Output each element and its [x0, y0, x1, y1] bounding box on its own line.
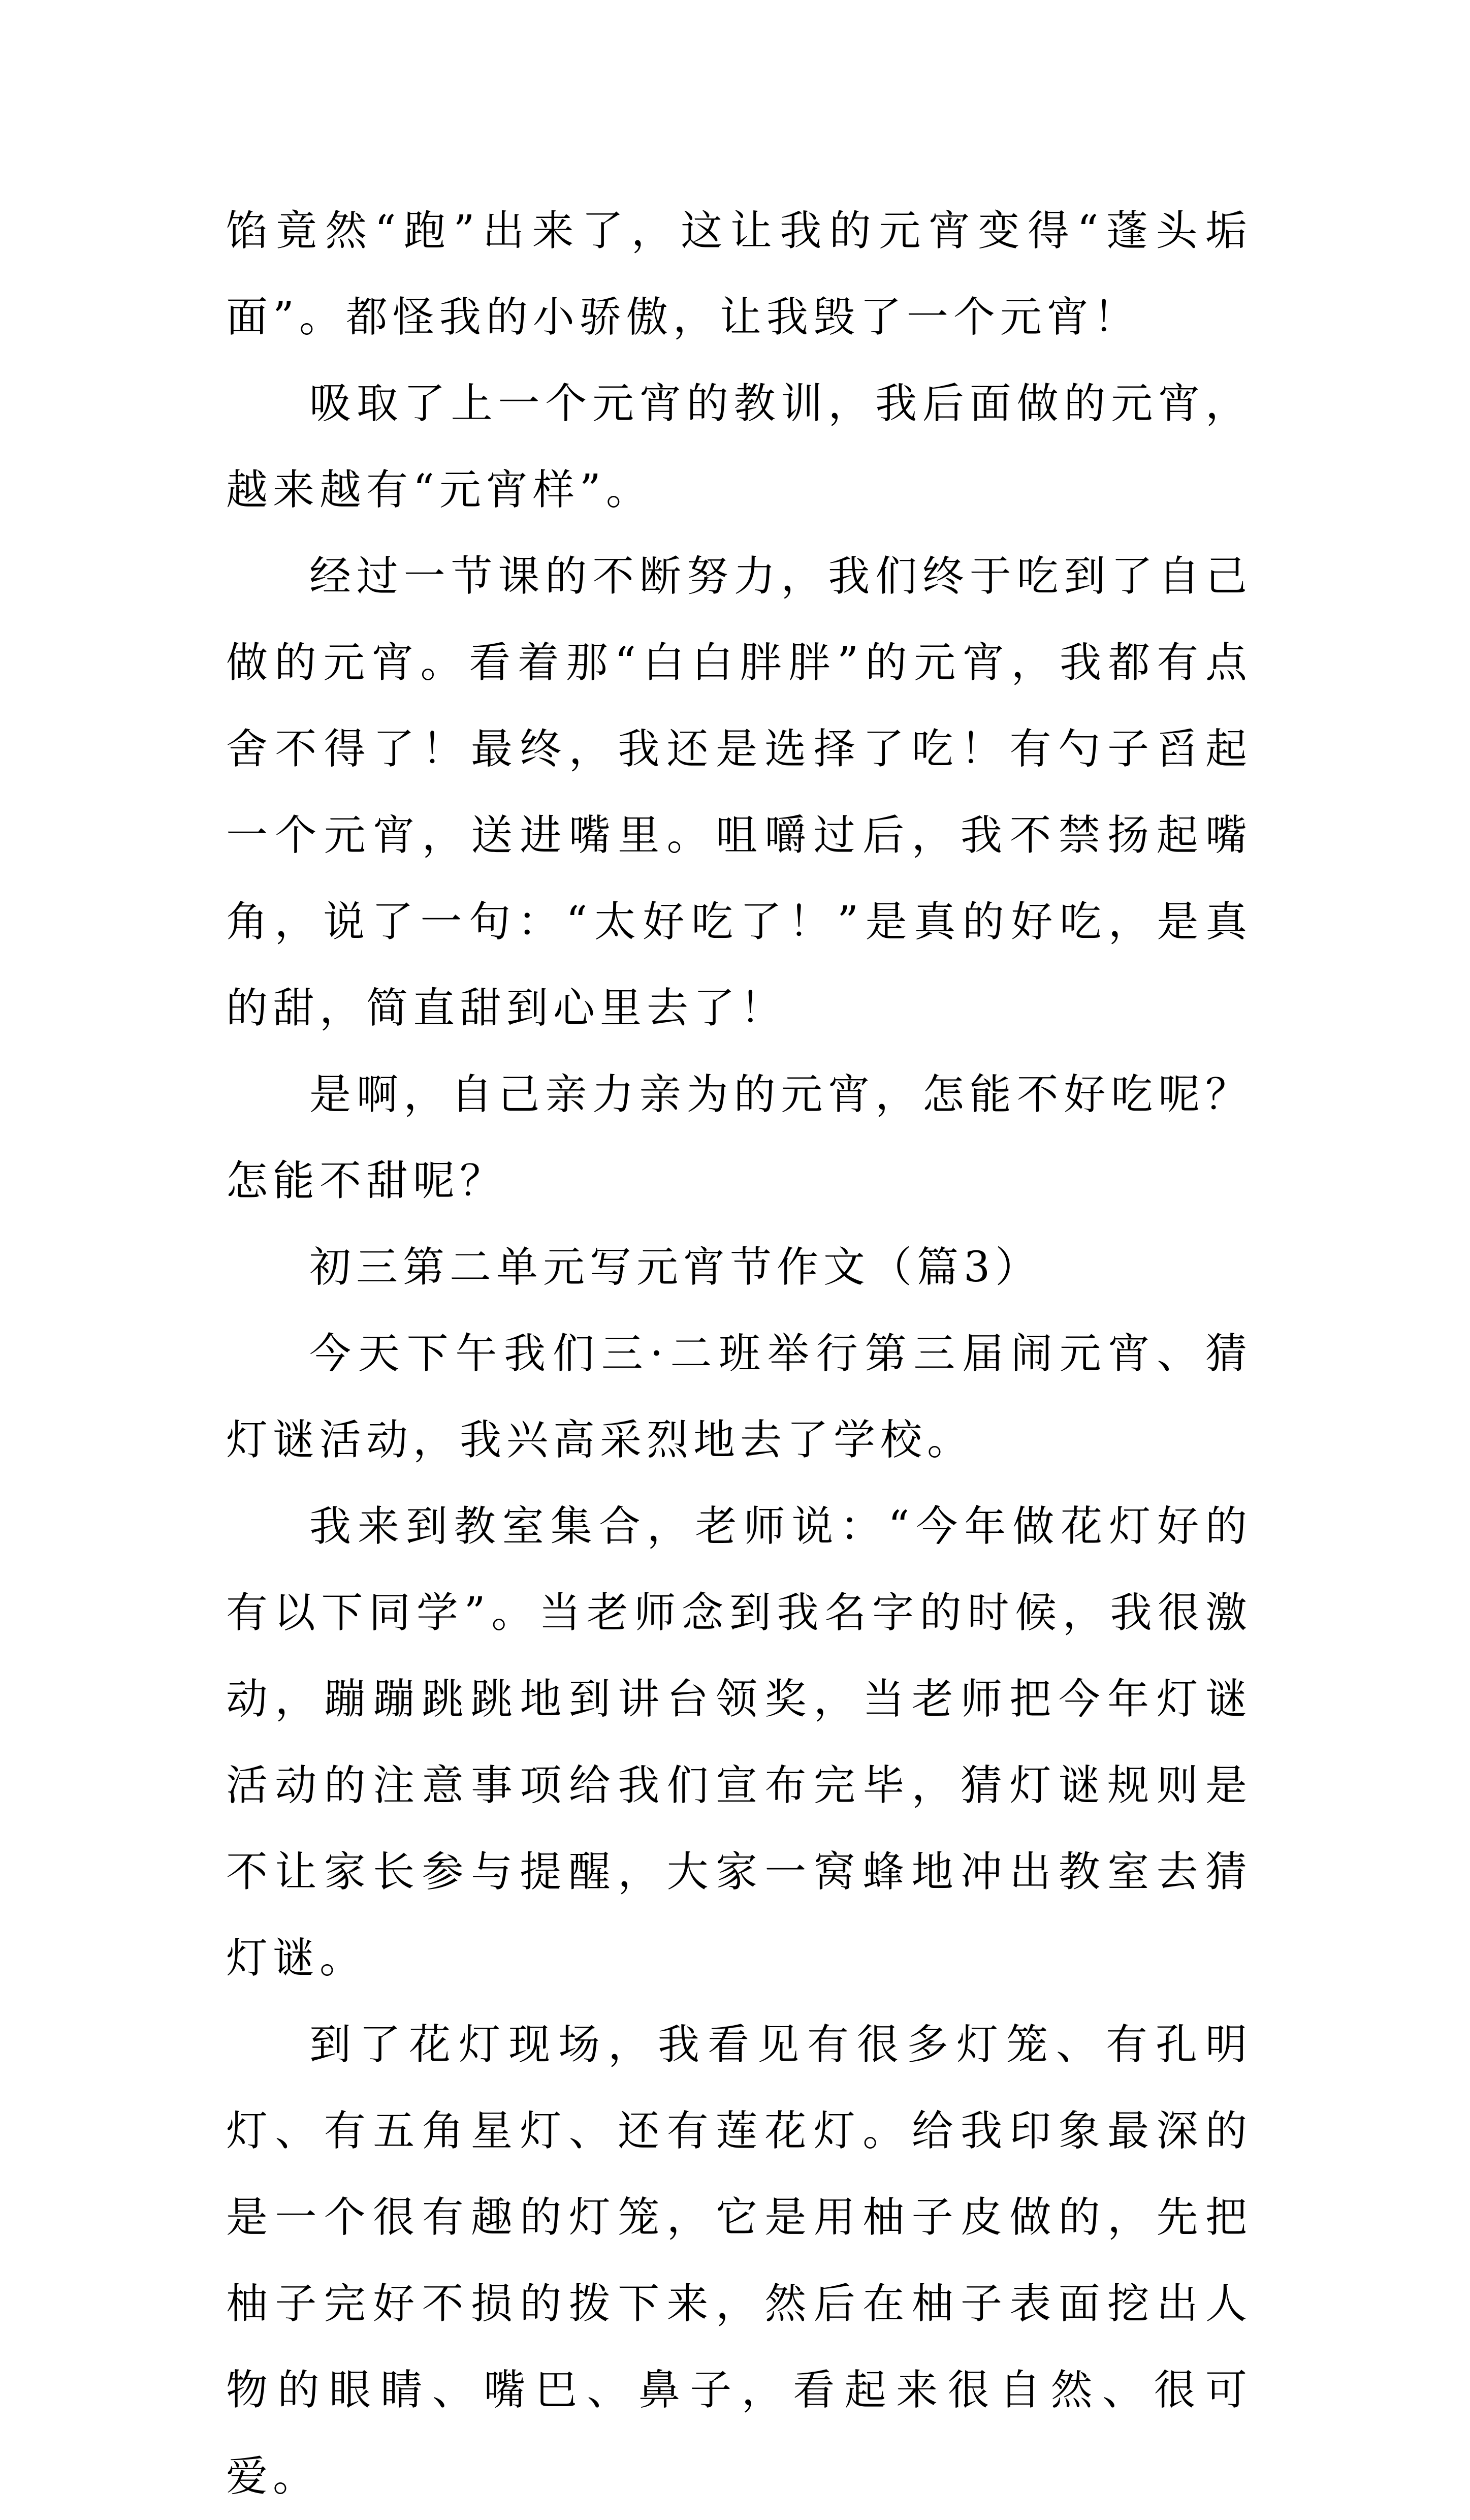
- paragraph: 到了花灯现场，我看见有很多灯笼、有孔明灯、有五角星灯、还有莲花灯。给我印象最深的是一个很有趣的灯笼，它是用柚子皮做的，先把柚子完好不损的拨下来，然后在柚子表面挖出人物的眼睛、嘴巴、鼻子，看起来很自然、很可爱。: [226, 2021, 1252, 2501]
- section-heading: 初三第二单元写元宵节作文（篇3）: [309, 1243, 1042, 1292]
- paragraph: 是啊，自己亲力亲为的元宵，怎能不好吃呢？怎能不甜呢？: [226, 1070, 1252, 1205]
- paragraph-continued: 馅竟然“跑”出来了，这让我的元宵变得“蓬头垢面”。都怪我的小骄傲，让我毁了一个元宵！: [226, 207, 1252, 341]
- paragraph: 我来到教室集合，老师说：“今年做花灯好的有以下同学”。当老师念到我名字的时候，我很激动，蹦蹦跳跳地到讲台领奖，当老师把今年灯谜活动的注意事项给我们宣布完毕，猜灯谜规则是不让家长参与提醒，大家一窝蜂地冲出教室去猜灯谜。: [226, 1502, 1252, 1982]
- paragraph: 吸取了上一个元宵的教训，我后面做的元宵，越来越有“元宵样”。: [226, 380, 1252, 514]
- document-body: [226, 188, 1252, 2520]
- paragraph: 今天下午我们三·二班举行第三届闹元宵、猜灯谜活动，我兴高采烈地去了学校。: [226, 1330, 1252, 1464]
- paragraph: 经过一节课的不断努力，我们终于吃到了自己做的元宵。看着那“白白胖胖”的元宵，我都有点舍不得了！最终，我还是选择了吃！有勺子舀起一个元宵，送进嘴里。咀嚼过后，我不禁扬起嘴角，说了一句：“太好吃了！”是真的好吃，是真的甜，简直甜到心里去了！: [226, 552, 1252, 1032]
